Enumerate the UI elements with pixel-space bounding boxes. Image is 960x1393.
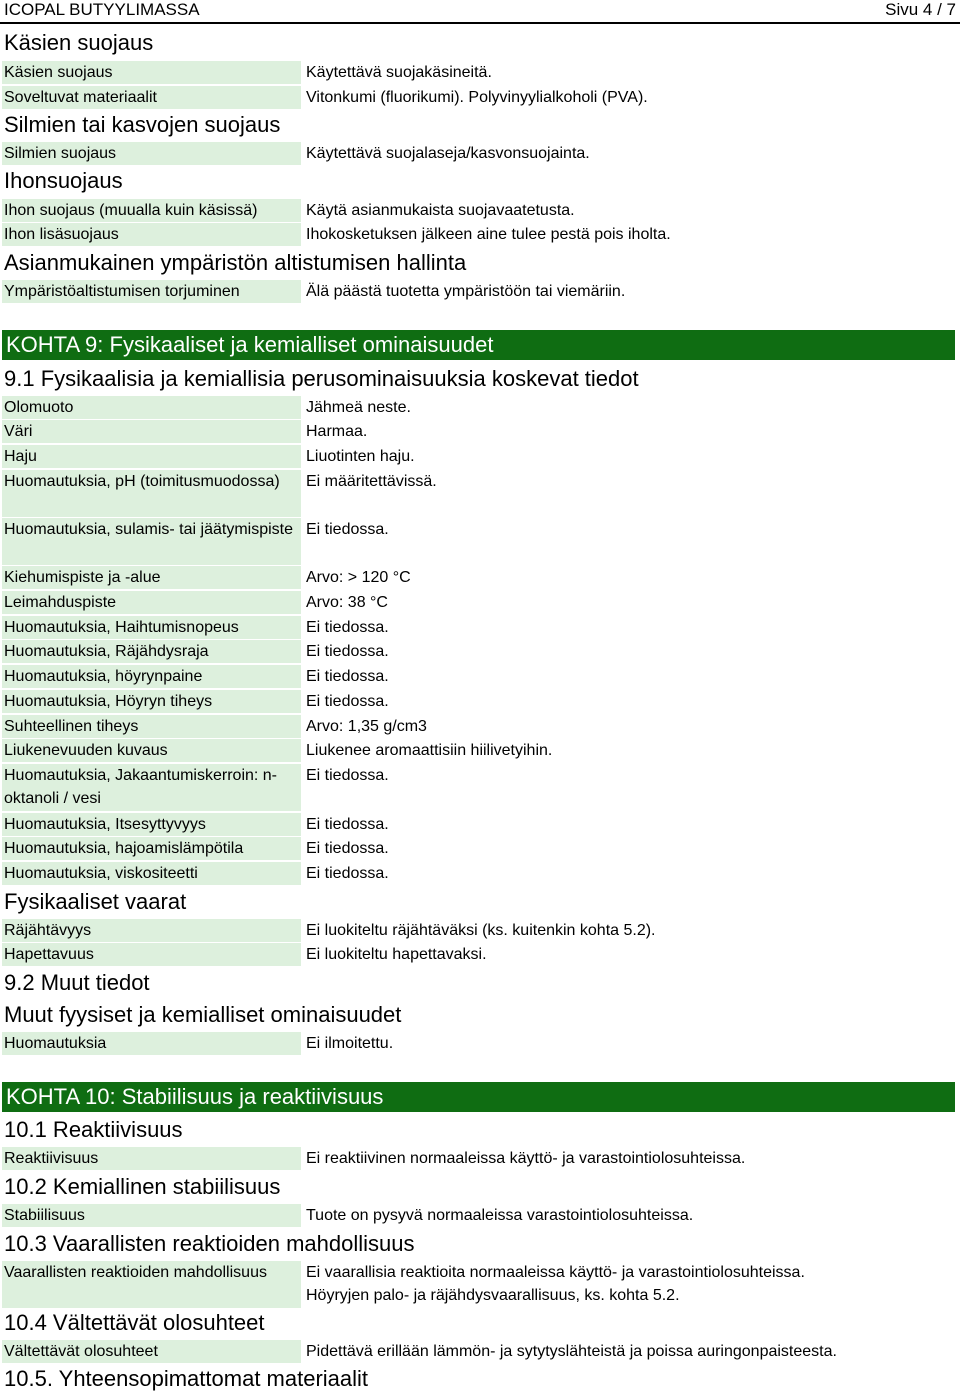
section-10-bar: KOHTA 10: Stabiilisuus ja reaktiivisuus — [2, 1082, 955, 1112]
eye-protection-value: Käytettävä suojalaseja/kasvonsuojainta. — [306, 145, 590, 162]
property-label: Huomautuksia, pH (toimitusmuodossa) — [2, 470, 301, 517]
property-label: Olomuoto — [2, 396, 301, 419]
property-label: Kiehumispiste ja -alue — [2, 566, 301, 589]
hand-protection-value: Käytettävä suojakäsineitä. — [306, 64, 492, 81]
property-label: Suhteellinen tiheys — [2, 715, 301, 738]
page-header — [0, 0, 960, 24]
physical-hazards-heading: Fysikaaliset vaarat — [4, 889, 187, 914]
property-value: Harmaa. — [306, 423, 368, 440]
section-9-1-heading: 9.1 Fysikaalisia ja kemiallisia perusominaisuuksia koskevat tiedot — [4, 366, 639, 391]
environment-heading: Asianmukainen ympäristön altistumisen hallinta — [4, 250, 467, 275]
section-10-5-heading: 10.5. Yhteensopimattomat materiaalit — [4, 1366, 369, 1391]
property-label: Huomautuksia, viskositeetti — [2, 862, 301, 885]
eye-protection-label: Silmien suojaus — [2, 142, 301, 165]
conditions-to-avoid-value: Pidettävä erillään lämmön- ja sytytyslähteistä ja poissa auringonpaisteesta. — [306, 1343, 837, 1360]
property-value: Arvo: > 120 °C — [306, 569, 411, 586]
explosive-value: Ei luokiteltu räjähtäväksi (ks. kuitenkin kohta 5.2). — [306, 922, 656, 939]
oxidising-label: Hapettavuus — [2, 943, 301, 966]
stability-label: Stabiilisuus — [2, 1204, 301, 1227]
property-label: Väri — [2, 420, 301, 443]
property-value: Liuotinten haju. — [306, 448, 415, 465]
skin-protection-heading: Ihonsuojaus — [4, 168, 123, 193]
property-label: Haju — [2, 445, 301, 468]
property-label: Leimahduspiste — [2, 591, 301, 614]
property-label: Huomautuksia, Jakaantumiskerroin: n-oktanoli / vesi — [2, 764, 301, 811]
property-value: Ei tiedossa. — [306, 643, 389, 660]
section-9-bar: KOHTA 9: Fysikaaliset ja kemialliset ominaisuudet — [2, 330, 955, 360]
property-label: Huomautuksia, Räjähdysraja — [2, 640, 301, 663]
hand-protection-heading: Käsien suojaus — [4, 30, 154, 55]
property-value: Ei tiedossa. — [306, 816, 389, 833]
reactivity-label: Reaktiivisuus — [2, 1147, 301, 1170]
property-value: Arvo: 38 °C — [306, 594, 388, 611]
notes-value: Ei ilmoitettu. — [306, 1035, 394, 1052]
property-value: Ei tiedossa. — [306, 767, 389, 784]
hazardous-reactions-value-2: Höyryjen palo- ja räjähdysvaarallisuus, ks. kohta 5.2. — [306, 1287, 680, 1304]
property-label: Huomautuksia, höyrynpaine — [2, 665, 301, 688]
section-10-4-heading: 10.4 Vältettävät olosuhteet — [4, 1310, 265, 1335]
property-value: Ei tiedossa. — [306, 865, 389, 882]
skin-protection-label: Ihon suojaus (muualla kuin käsissä) — [2, 199, 301, 222]
skin-extra-label: Ihon lisäsuojaus — [2, 223, 301, 246]
eye-protection-heading: Silmien tai kasvojen suojaus — [4, 112, 281, 137]
property-label: Huomautuksia, hajoamislämpötila — [2, 837, 301, 860]
conditions-to-avoid-label: Vältettävät olosuhteet — [2, 1340, 301, 1363]
property-value: Ei tiedossa. — [306, 619, 389, 636]
property-label: Huomautuksia, sulamis- tai jäätymispiste — [2, 518, 301, 565]
property-value: Ei tiedossa. — [306, 840, 389, 857]
hazardous-reactions-value: Ei vaarallisia reaktioita normaaleissa käyttö- ja varastointiolosuhteissa. — [306, 1264, 805, 1281]
property-value: Arvo: 1,35 g/cm3 — [306, 718, 427, 735]
property-label: Huomautuksia, Höyryn tiheys — [2, 690, 301, 713]
section-9-2-heading: 9.2 Muut tiedot — [4, 970, 150, 995]
environment-value: Älä päästä tuotetta ympäristöön tai viemäriin. — [306, 283, 626, 300]
environment-label: Ympäristöaltistumisen torjuminen — [2, 280, 301, 303]
property-value: Ei tiedossa. — [306, 521, 389, 538]
section-10-2-heading: 10.2 Kemiallinen stabiilisuus — [4, 1174, 281, 1199]
page-number: Sivu 4 / 7 — [885, 0, 956, 19]
explosive-label: Räjähtävyys — [2, 919, 301, 942]
hand-protection-label: Käsien suojaus — [2, 61, 301, 84]
oxidising-value: Ei luokiteltu hapettavaksi. — [306, 946, 487, 963]
property-value: Jähmeä neste. — [306, 399, 411, 416]
stability-value: Tuote on pysyvä normaaleissa varastointiolosuhteissa. — [306, 1207, 694, 1224]
property-label: Huomautuksia, Itsesyttyvyys — [2, 813, 301, 836]
section-10-1-heading: 10.1 Reaktiivisuus — [4, 1117, 183, 1142]
property-value: Ei tiedossa. — [306, 693, 389, 710]
property-value: Ei määritettävissä. — [306, 473, 437, 490]
materials-label: Soveltuvat materiaalit — [2, 86, 301, 109]
property-value: Liukenee aromaattisiin hiilivetyihin. — [306, 742, 553, 759]
section-10-3-heading: 10.3 Vaarallisten reaktioiden mahdollisuus — [4, 1231, 415, 1256]
skin-protection-value: Käytä asianmukaista suojavaatetusta. — [306, 202, 575, 219]
document-title: ICOPAL BUTYYLIMASSA — [4, 0, 200, 19]
property-value: Ei tiedossa. — [306, 668, 389, 685]
notes-label: Huomautuksia — [2, 1032, 301, 1055]
property-label: Huomautuksia, Haihtumisnopeus — [2, 616, 301, 639]
property-label: Liukenevuuden kuvaus — [2, 739, 301, 762]
hazardous-reactions-label: Vaarallisten reaktioiden mahdollisuus — [2, 1261, 301, 1308]
skin-extra-value: Ihokosketuksen jälkeen aine tulee pestä pois iholta. — [306, 226, 671, 243]
reactivity-value: Ei reaktiivinen normaaleissa käyttö- ja varastointiolosuhteissa. — [306, 1150, 746, 1167]
other-properties-heading: Muut fyysiset ja kemialliset ominaisuudet — [4, 1002, 402, 1027]
materials-value: Vitonkumi (fluorikumi). Polyvinyylialkoholi (PVA). — [306, 89, 648, 106]
